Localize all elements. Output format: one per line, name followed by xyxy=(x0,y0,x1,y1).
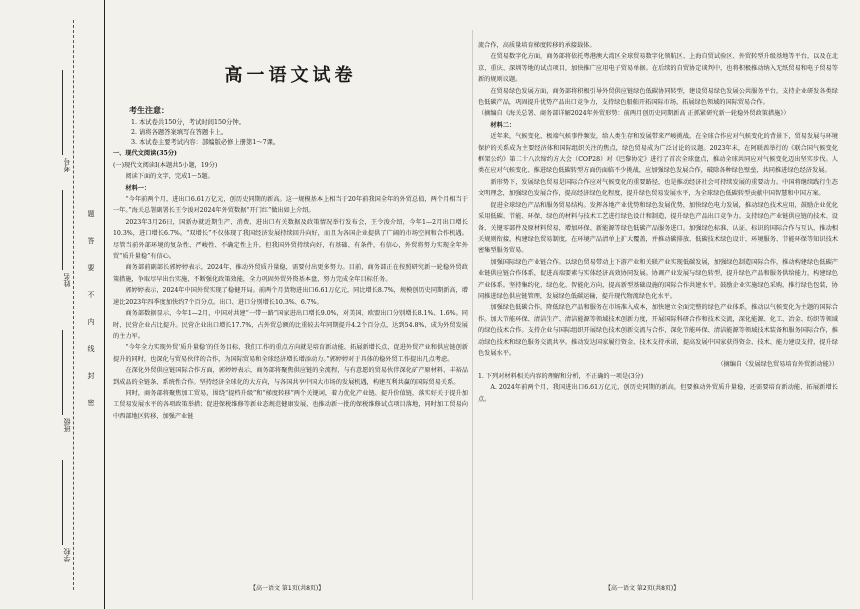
page-title: 高一语文试卷 xyxy=(224,65,357,86)
paragraph: 2023年3月26日，国新办就近期生产、消费、进出口有关数据及政策情况举行发布会，王令浚介绍，今年1—2月出口增长10.3%，进口增长6.7%。“双增长”不仅体现了我国经济发展持续回升向好，而且为各国企业提供了广阔的市场空间和合作机遇。尽管当前外部环境的复杂性、严峻性、不确定性上升，但我国外贸持续向好，有基础、有条件，有信心，外贸将努力实现全年外贸“质升量稳”有信心。 xyxy=(113,218,468,261)
school-label: 学校 xyxy=(63,548,71,562)
paragraph: 商务部数据显示，今年1—2月，中国对共建“一带一路”国家进出口增长9.0%，对美国、欧盟出口分别增长8.1%、1.6%。同时，民营企业占比提升。民营企业出口增长17.7%，占外贸总额的比重较去年同期提升4.2个百分点，达到54.8%，成为外贸发展的主力军。 xyxy=(113,310,468,340)
class-line xyxy=(62,330,63,415)
binding-cut-line xyxy=(73,20,74,590)
paragraph: 促进全球绿色产品和服务贸易结构。发挥各地产业优势和绿色发展优势，加快绿色电力发展，推动绿色技术应用，鼓励企业优化采用低碳、节能、环保、绿色的材料与技术工艺进行绿色设计和制造，提升绿色产品出口竞争力。支持绿色产业链供应链的技术、设备、关键零部件及原材料贸易，增加环保、新能源等绿色低碳产品服务进口。加强绿色标准、认证、标识的国际合作与互认，推动相关规则衔接，构建绿色贸易制度，在环境产品清单上扩大覆盖，并推动碳排放、低碳技术绿色设计、环境服务、节能环保等知识技术密集型服务贸易。 xyxy=(478,201,838,255)
warn-char-2: 答 xyxy=(87,237,95,245)
name-line xyxy=(62,190,63,270)
paragraph: 流合作，高质量培育梯度转移的承接载体。 xyxy=(478,42,596,49)
notice-heading: 考生注意： xyxy=(129,106,169,115)
source-citation: （摘编自《海关总署、商务部详解2024年外贸形势：前两月创历史同期新高 正抓紧研究新一轮稳外贸政策措施》） xyxy=(478,110,790,118)
binding-margin xyxy=(0,0,105,609)
paragraph: 郭婷婷表示，2024年中国外贸实现了稳健开局。前两个月货物进出口6.61万亿元，同比增长8.7%，规模创历史同期新高，增速比2023年四季度加快约7个百分点。出口、进口分别增长10.3%、6.7%。 xyxy=(113,287,468,306)
material-label: 材料一： xyxy=(125,184,151,192)
warn-char-4: 不 xyxy=(87,291,95,299)
paragraph: 加强国际绿色产业链合作。以绿色贸易带动上下游产业和关联产业实现低碳发展，加强绿色制造国际合作，推动构建绿色低碳产业链供应链合作体系，促进高端要素与实体经济高效协同发展。协调产业发展与绿色转型，提升绿色产品和服务供给能力，构建绿色产业体系。坚持集约化、绿色化、智能化方向，提高新型基础设施的国际合作共建水平。鼓励企业实施绿色采购，推行绿色包装，协同推进绿色供应链管理，发展绿色低碳运输，提升现代物流绿色化水平。 xyxy=(478,258,838,300)
material-label: 材料二： xyxy=(490,121,516,129)
class-label: 班级 xyxy=(63,418,71,432)
paragraph: “今年前两个月，进出口6.61万亿元，创历史同期的新高。这一规模基本上相当于20年前我国全年的外贸总值，两个月相当于一年。”海关总署副署长王令浚对2024年外贸数据“开门红”做出如上介绍。 xyxy=(113,196,468,215)
paragraph: 商务部前副部长郭婷婷表示，2024年，推动外贸质升量稳，需要付出更多努力。目前，商务部正在按照研究新一轮稳外贸政策措施，争取尽早出台实施，不断强化政策效能，全力巩固外贸外资基本盘，努力完成全年目标任务。 xyxy=(113,264,468,283)
warn-char-5: 内 xyxy=(87,318,95,326)
question-option: A. 2024年前两个月，我国进出口6.61万亿元，创历史同期的新高，但要推动外贸质升量稳，还需要培育新动能、拓展新增长点。 xyxy=(478,384,838,403)
warn-char-6: 线 xyxy=(87,345,95,353)
warn-char-7: 封 xyxy=(87,372,95,380)
right-column xyxy=(478,40,838,405)
page-footer-left: 【高一语文 第1页(共8页)】 xyxy=(250,585,325,592)
section-heading: 一、现代文阅读(35分) xyxy=(113,150,177,158)
source-citation: （摘编自《发展绿色贸易培育外贸新动能》） xyxy=(717,361,838,369)
warn-char-8: 密 xyxy=(87,399,95,407)
notice-item: 2. 请将各题答案填写在答题卡上。 xyxy=(131,129,228,137)
question: 1. 下列对材料相关内容的理解和分析，不正确的一项是(3分) xyxy=(478,372,644,380)
left-column xyxy=(113,38,468,422)
subsection-heading: (一)现代文阅读Ⅰ(本题共5小题，19分) xyxy=(113,161,218,169)
school-line xyxy=(62,460,63,545)
paragraph: 在贸易绿色发展方面，商务部将积极引导外贸供应链绿色低碳协同转型，建设贸易绿色发展公共服务平台，支持企业研发各类绿色低碳产品，巩固提升优势产品出口竞争力，支持绿色船舶开拓国际市场，拓展绿色领域的国际贸易合作。 xyxy=(478,87,838,107)
paragraph: 在贸易数字化方面，商务部将依托粤港澳大湾区全球贸易数字化领航区、上海自贸试验区、外贸转型升级基地等平台，以及在北京、重庆、深圳等地的试点项目，加快推广应用电子贸易单据。在后续的自贸协定谈判中，也将积极推动纳入无纸贸易和电子贸易等新的规则议题。 xyxy=(478,53,838,84)
paragraph: “今年全力实现外贸‘质升量稳’的任务目标，我们工作的重点方向就是培育新动能、拓展新增长点，促进外贸产业和供应链创新提升的同时，也深化与贸易伙伴的合作，为国际贸易和全球经济增长增添动力。”郭婷婷对于具体的稳外贸工作提出几点考虑。 xyxy=(113,344,468,363)
notice-box xyxy=(113,105,468,148)
paragraph: 在深化外贸供应链国际合作方面，郭婷婷表示，商务部将聚焦供应链的全流程，与有意愿的贸易伙伴深化矿产原材料、丰裕品到成品的全链条、系统性合作。坚持经济全球化的大方向，与各国共享中国大市场的发展机遇，构建互利共赢的国际贸易关系。 xyxy=(113,367,468,386)
warn-char-1: 题 xyxy=(87,210,95,218)
paragraph: 同时，商务部将聚焦加工贸易，围绕“提档升级”和“梯度转移”两个关键词，着力优化产业链、提升价值链，落实好关于提升加工贸易发展水平的各项政策举措；促进保税维修等新业态规范健康发展，也推动新一批的保税维修试点项目落地，同时加工贸易向中西部地区转移，加强产业链 xyxy=(113,389,468,420)
paragraph: 新形势下，发展绿色贸易是国际合作应对气候变化的重要路径，也是推动经济社会可持续发展的重要动力。中国将继续践行生态文明理念，加强绿色发展合作，提高经济绿色化程度，提升绿色贸易发展水平，为全球绿色低碳转型贡献中国智慧和中国方案。 xyxy=(478,178,838,198)
exam-number-label: 考号 xyxy=(63,158,71,172)
exam-number-line xyxy=(62,70,63,155)
paragraph: 加强绿色低碳合作，降低绿色产品和服务在市场准入成本，加快建立全面完整的绿色产业体系，推动以气候变化为主题的国际合作。加大节能环保、清洁生产、清洁能源等领域技术创新力度，开展国际科研合作和技术交流，深化能源、化工、冶金、纺织等领域的绿色技术合作。支持企业与国际组织开展绿色技术创新交流与合作，深化节能环保、清洁能源等领域技术装备和服务国际合作，推动绿色技术和绿色服务交流共享。推动发达国家履行资金、技术支持承诺，提高发展中国家获得资金、技术、能力建设支持，提升绿色发展水平。 xyxy=(478,304,838,357)
name-label: 姓名 xyxy=(63,273,71,287)
paragraph: 近年来，气候变化、极端气候事件频发，给人类生存和发展带来严峻挑战。在全球合作应对气候变化的背景下，贸易发展与环境保护的关系成为主要经济体和国际组织关注的焦点，绿色贸易成为广泛讨论的议题。2023年末，在阿联酋举行的《联合国气候变化框架公约》第二十八次缔约方大会（COP28）对《巴黎协定》进行了首次全球盘点，推动全球共同应对气候变化迈出坚实步伐。人类在应对气候变化、推进绿色低碳转型方面仍面临不少挑战，应加强绿色发展合作，破除各种绿色壁垒，共同推进绿色经济发展。 xyxy=(478,133,838,175)
notice-item: 3. 本试卷主要考试内容：部编版必修上册第1～7课。 xyxy=(131,139,280,147)
column-divider xyxy=(472,30,473,600)
notice-item: 1. 本试卷共150分，考试时间150分钟。 xyxy=(131,119,245,127)
warn-char-3: 要 xyxy=(87,264,95,272)
instruction: 阅读下面的文字，完成1～5题。 xyxy=(125,173,214,181)
page-footer-right: 【高一语文 第2页(共8页)】 xyxy=(605,585,680,592)
